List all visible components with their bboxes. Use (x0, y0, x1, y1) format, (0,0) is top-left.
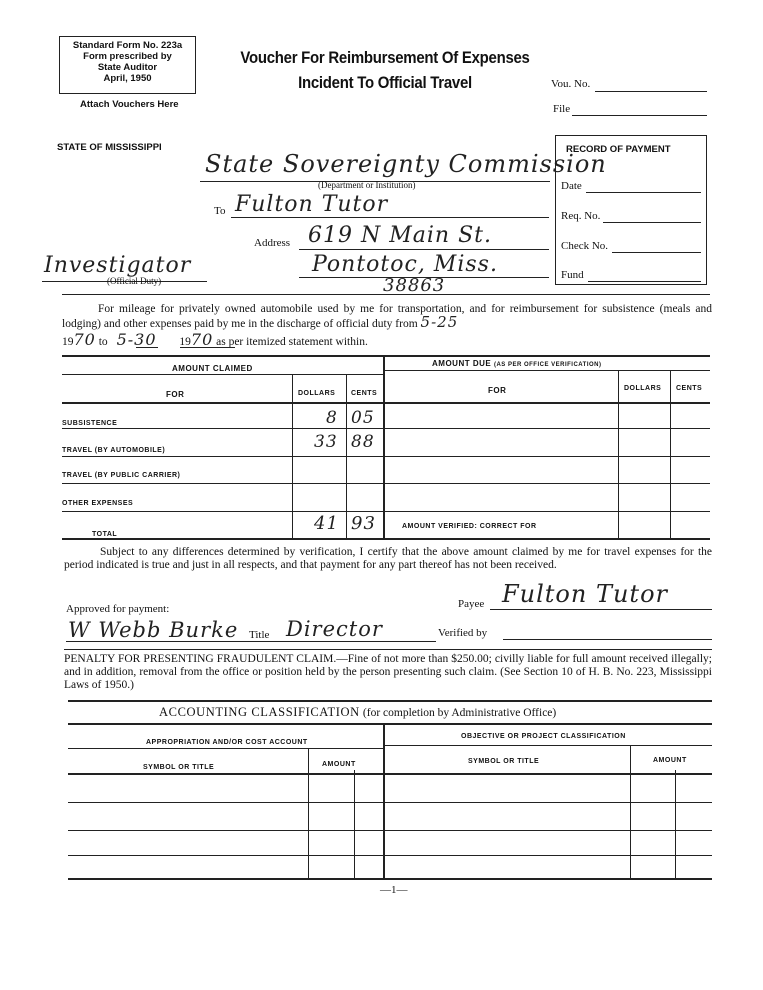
due-cents-header: CENTS (676, 385, 703, 392)
address-line2[interactable]: Pontotoc, Miss. (312, 252, 498, 277)
claimed-for-header: FOR (166, 390, 185, 399)
statement-text (62, 303, 712, 331)
form-title: Voucher For Reimbursement Of Expenses (240, 48, 530, 67)
year-prefix-from: 19 (62, 336, 74, 348)
statement-line3 (62, 330, 712, 349)
penalty-body: —Fine of not more than $250.00; civilly liable for full amount received illegally; and in addition, removal from the office or position held by the person presenting such claim. (See Section 10 of H. B. No. 223, Mississippi Laws of 1950.) (64, 653, 712, 691)
official-duty-value[interactable]: Investigator (44, 253, 192, 278)
row-subsistence-cents[interactable]: 05 (351, 408, 375, 428)
payment-date-label: Date (561, 180, 582, 192)
department-value[interactable]: State Sovereignty Commission (205, 150, 607, 178)
voucher-number-label: Vou. No. (551, 78, 591, 90)
row-travel-auto-cents[interactable]: 88 (351, 432, 375, 452)
form-number: Standard Form No. 223a (72, 40, 183, 51)
page-number: —1— (380, 884, 408, 896)
amount-due-header (432, 359, 602, 368)
accounting-subtitle: (for completion by Administrative Office) (362, 707, 557, 719)
attach-vouchers-label: Attach Vouchers Here (80, 99, 179, 110)
due-for-header: FOR (488, 386, 507, 395)
form-auditor: State Auditor (97, 62, 158, 73)
amount-claimed-header: AMOUNT CLAIMED (172, 364, 253, 373)
title-value[interactable]: Director (286, 617, 383, 641)
department-label: (Department or Institution) (318, 180, 416, 190)
appropriation-header: APPROPRIATION AND/OR COST ACCOUNT (146, 739, 308, 746)
state-label: STATE OF MISSISSIPPI (57, 142, 162, 153)
left-symbol-header: SYMBOL OR TITLE (143, 764, 215, 771)
form-subtitle: Incident To Official Travel (298, 73, 472, 92)
year-prefix-to: 19 (179, 336, 191, 348)
to-value[interactable]: Fulton Tutor (235, 192, 389, 217)
statement-body: For mileage for privately owned automobile used by me for transportation, and for reimbursement for subsistence (meals and lodging) and other expenses paid by me in the discharge of official duty from (62, 303, 712, 330)
total-label: TOTAL (92, 531, 118, 538)
form-date: April, 1950 (103, 73, 152, 84)
record-of-payment-box (555, 135, 707, 285)
approved-label: Approved for payment: (66, 603, 170, 615)
official-duty-label: (Official Duty) (107, 276, 162, 286)
payment-fund-label: Fund (561, 269, 584, 281)
payment-check-label: Check No. (561, 240, 609, 252)
right-symbol-header: SYMBOL OR TITLE (468, 758, 540, 765)
row-travel-carrier-label: TRAVEL (BY PUBLIC CARRIER) (62, 472, 181, 479)
payee-label: Payee (458, 598, 485, 610)
period-from-year[interactable]: 70 (73, 330, 96, 349)
total-cents[interactable]: 93 (351, 513, 376, 534)
accounting-heading (159, 705, 556, 720)
amount-due-note: (AS PER OFFICE VERIFICATION) (493, 362, 602, 368)
claimed-dollars-header: DOLLARS (298, 390, 336, 397)
row-travel-auto-label: TRAVEL (BY AUTOMOBILE) (62, 447, 166, 454)
objective-header: OBJECTIVE OR PROJECT CLASSIFICATION (461, 733, 626, 740)
claimed-cents-header: CENTS (351, 390, 378, 397)
amount-verified-label: AMOUNT VERIFIED: CORRECT FOR (402, 523, 537, 530)
period-from-date[interactable]: 5-25 (420, 313, 459, 331)
accounting-title: ACCOUNTING CLASSIFICATION (159, 705, 360, 719)
period-to-label: to (98, 336, 108, 348)
right-amount-header: AMOUNT (653, 757, 687, 764)
row-travel-auto-dollars[interactable]: 33 (314, 432, 338, 452)
approver-signature[interactable]: W Webb Burke (68, 618, 239, 642)
record-of-payment-title: RECORD OF PAYMENT (566, 144, 671, 155)
payment-req-label: Req. No. (561, 210, 601, 222)
row-other-expenses-label: OTHER EXPENSES (62, 500, 134, 507)
form-number-box (59, 36, 196, 94)
row-subsistence-dollars[interactable]: 8 (326, 408, 338, 428)
left-amount-header: AMOUNT (322, 761, 356, 768)
penalty-heading: PENALTY FOR PRESENTING FRAUDULENT CLAIM. (64, 653, 337, 665)
due-dollars-header: DOLLARS (624, 385, 662, 392)
amount-due-title: AMOUNT DUE (432, 359, 492, 368)
penalty-text (64, 653, 712, 692)
period-to-date[interactable]: 5-30 (116, 330, 157, 349)
form-prescribed: Form prescribed by (83, 51, 172, 62)
period-to-year[interactable]: 70 (190, 330, 214, 349)
address-label: Address (254, 237, 291, 249)
payee-signature[interactable]: Fulton Tutor (502, 580, 668, 608)
address-line3[interactable]: 38863 (383, 275, 446, 296)
total-dollars[interactable]: 41 (314, 513, 339, 534)
file-label: File (553, 103, 571, 115)
statement-tail: as per itemized statement within. (216, 336, 368, 348)
to-label: To (214, 205, 226, 217)
certification-text: Subject to any differences determined by verification, I certify that the above amount claimed by me for travel expenses for the period indicated is true and just in all respects, and that payment for any part thereof has not been received. (64, 546, 712, 571)
verified-by-label: Verified by (438, 627, 488, 639)
address-line1[interactable]: 619 N Main St. (308, 223, 492, 248)
title-label: Title (249, 629, 270, 641)
row-subsistence-label: SUBSISTENCE (62, 420, 118, 427)
